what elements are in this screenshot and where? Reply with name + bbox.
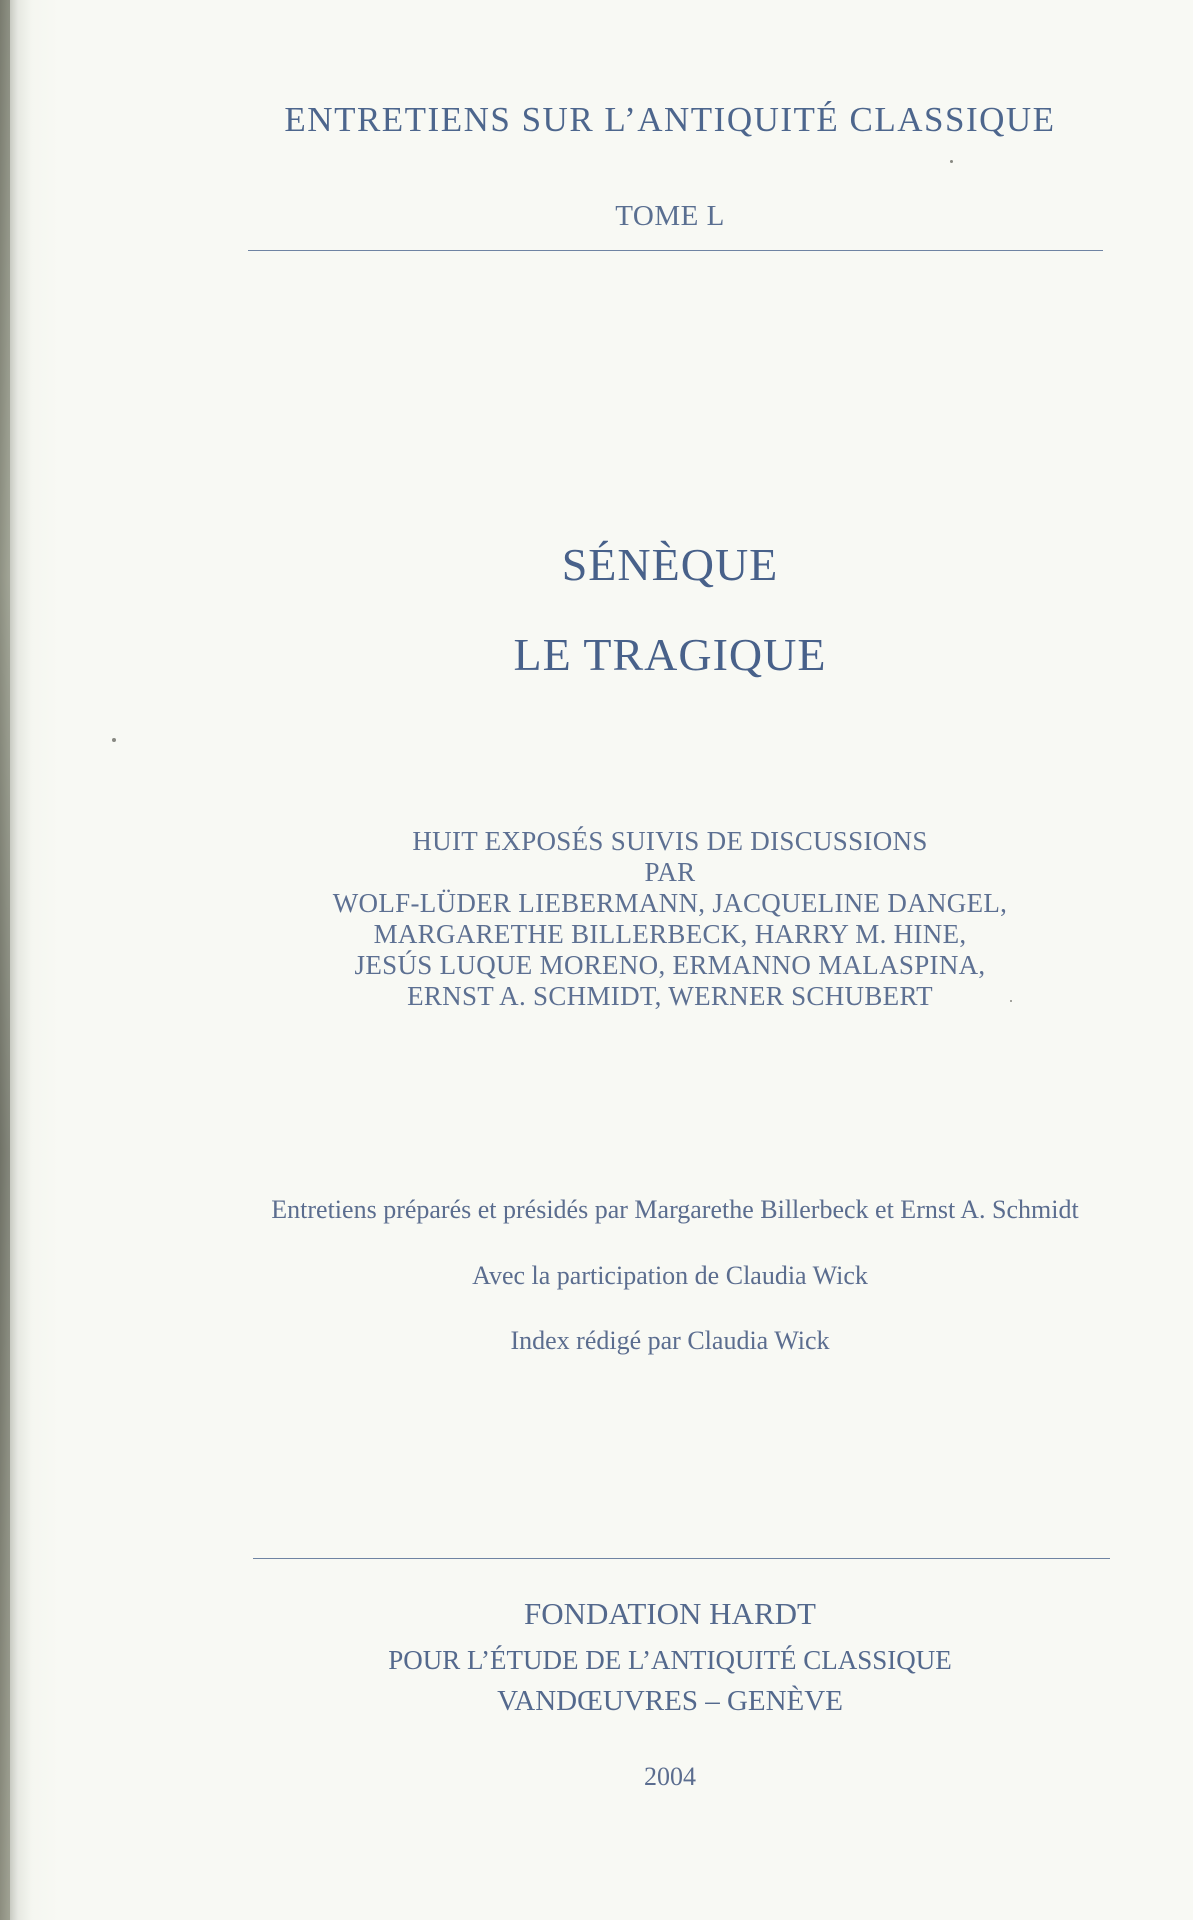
top-divider [248,250,1103,251]
contributors-line: WOLF-LÜDER LIEBERMANN, JACQUELINE DANGEL, [332,888,1008,918]
book-spine-edge [0,0,10,1920]
publication-year: 2004 [644,1762,696,1791]
series-title: ENTRETIENS SUR L’ANTIQUITÉ CLASSIQUE [284,100,1056,139]
paper-speck [1010,1000,1012,1002]
publisher-location: VANDŒUVRES – GENÈVE [497,1685,843,1717]
book-title-line-1: SÉNÈQUE [561,539,779,590]
paper-speck [112,738,116,742]
contributors-line: MARGARETHE BILLERBECK, HARRY M. HINE, [373,919,967,949]
contributors-line: PAR [644,857,696,887]
contributors-line: JESÚS LUQUE MORENO, ERMANNO MALASPINA, [354,950,986,980]
participation-credit: Avec la participation de Claudia Wick [472,1261,868,1290]
contributors-line: ERNST A. SCHMIDT, WERNER SCHUBERT [407,981,933,1011]
contributors-block [240,826,1100,1012]
prepared-by-credit: Entretiens préparés et présidés par Margarethe Billerbeck et Ernst A. Schmidt [271,1195,1079,1224]
volume-number: TOME L [615,200,725,232]
book-title-line-2: LE TRAGIQUE [513,629,827,680]
publisher-name: FONDATION HARDT [524,1596,816,1631]
paper-speck [950,160,953,163]
contributors-line: HUIT EXPOSÉS SUIVIS DE DISCUSSIONS [412,826,928,856]
bottom-divider [253,1558,1110,1559]
index-credit: Index rédigé par Claudia Wick [510,1326,830,1355]
publisher-subtitle: POUR L’ÉTUDE DE L’ANTIQUITÉ CLASSIQUE [388,1645,952,1675]
